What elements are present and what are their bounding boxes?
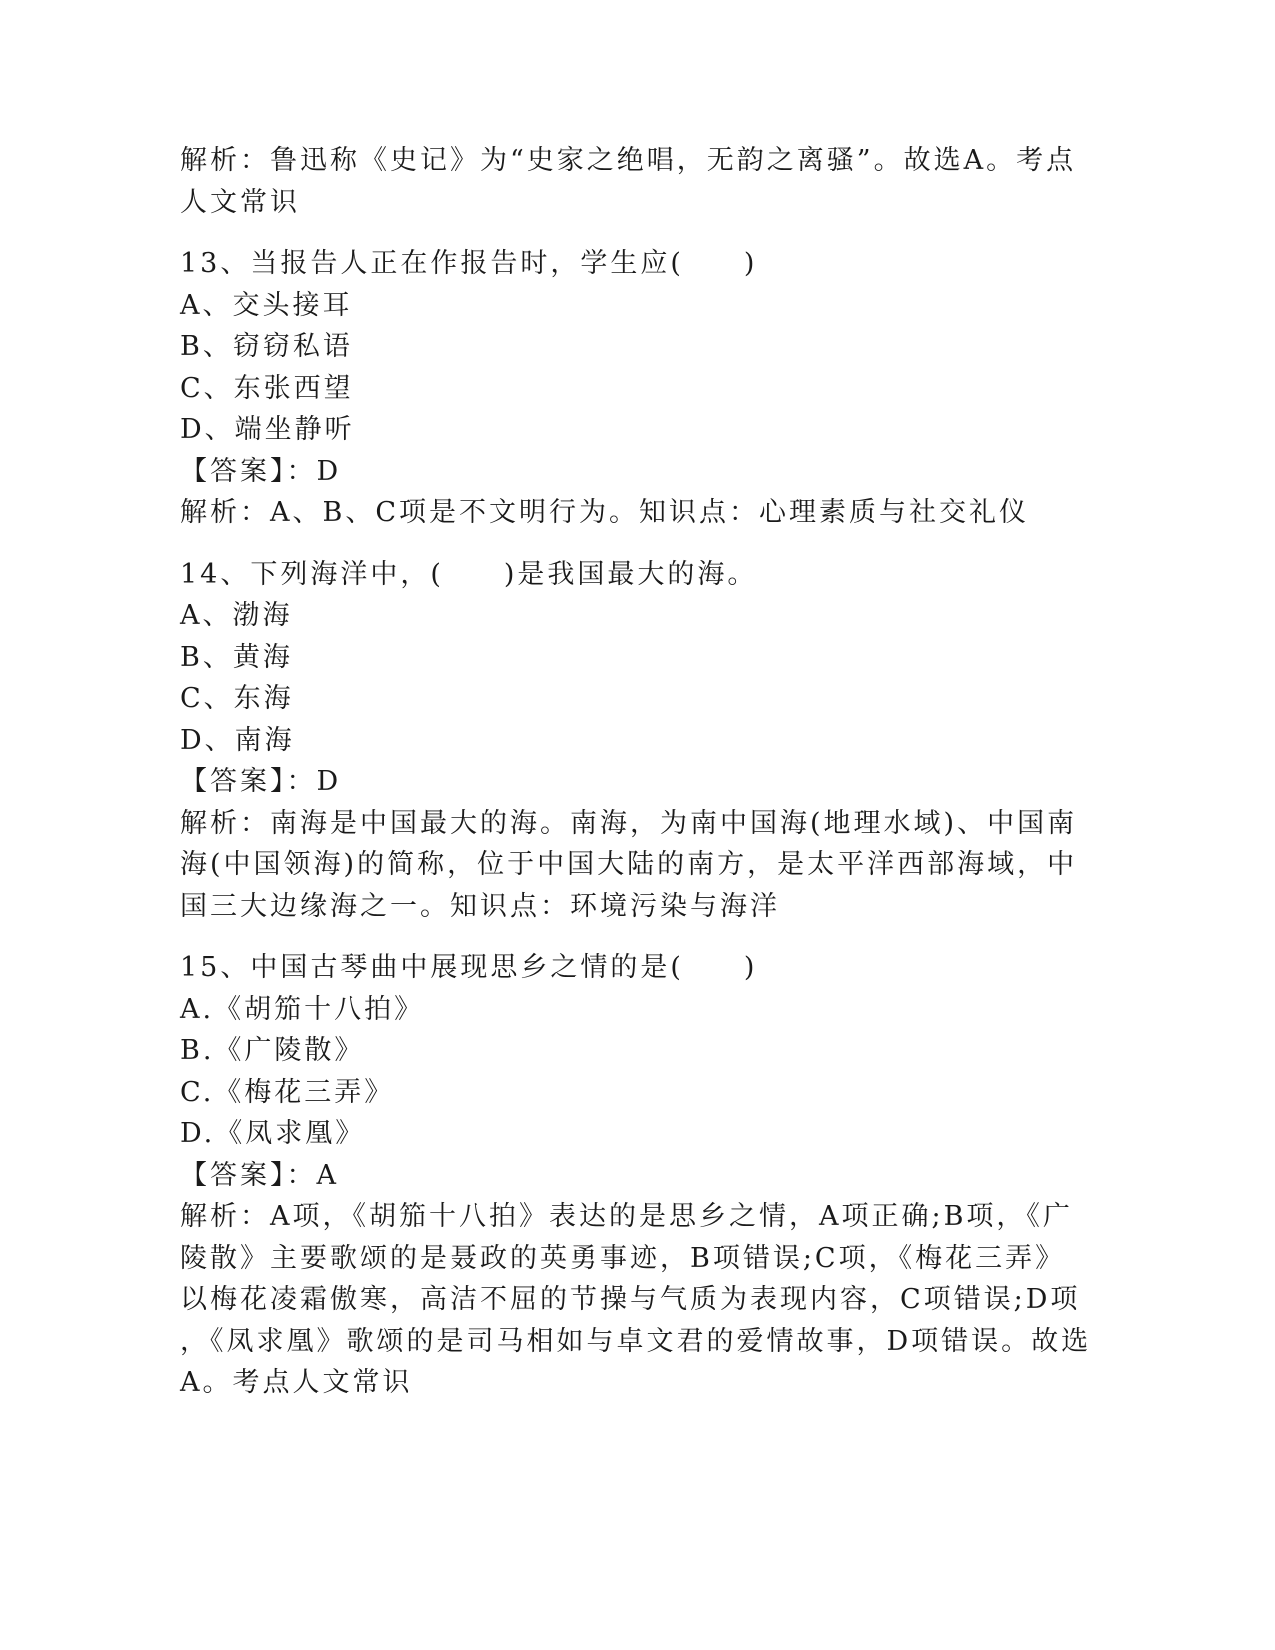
answer-line: 【答案】：D	[180, 455, 342, 487]
question-stem: 15、中国古琴曲中展现思乡之情的是( )	[180, 952, 758, 983]
prev-question-analysis	[180, 140, 1080, 223]
option-a: A、渤海	[180, 600, 293, 631]
answer-line: 【答案】：A	[180, 1159, 339, 1191]
analysis-line: 以梅花凌霜傲寒，高洁不屈的节操与气质为表现内容，C项错误;D项	[180, 1284, 1081, 1315]
option-c: C、东海	[180, 683, 294, 714]
option-a: A、交头接耳	[180, 289, 353, 321]
analysis-line: ，《凤求凰》歌颂的是司马相如与卓文君的爱情故事，D项错误。故选	[180, 1325, 1092, 1357]
analysis-line: 陵散》主要歌颂的是聂政的英勇事迹，B项错误;C项，《梅花三弄》	[180, 1242, 1066, 1274]
option-d: D、南海	[180, 724, 295, 756]
question-stem: 14、下列海洋中，( )是我国最大的海。	[180, 558, 758, 590]
analysis-line: 解析：A、B、C项是不文明行为。知识点：心理素质与社交礼仪	[180, 497, 1029, 528]
question-14	[180, 554, 1080, 928]
document-page	[180, 140, 1092, 1404]
analysis-line: 国三大边缘海之一。知识点：环境污染与海洋	[180, 890, 780, 922]
option-b: B.《广陵散》	[180, 1035, 365, 1066]
analysis-line: 解析：鲁迅称《史记》为“史家之绝唱，无韵之离骚”。故选A。考点	[180, 145, 1077, 176]
option-c: C、东张西望	[180, 372, 354, 404]
option-c: C.《梅花三弄》	[180, 1076, 395, 1108]
question-15	[180, 947, 1092, 1404]
analysis-line: A。考点人文常识	[180, 1367, 413, 1398]
analysis-line: 海(中国领海)的简称，位于中国大陆的南方，是太平洋西部海域，中	[180, 849, 1078, 880]
option-a: A.《胡笳十八拍》	[180, 993, 425, 1025]
analysis-line: 解析：南海是中国最大的海。南海，为南中国海(地理水域)、中国南	[180, 807, 1078, 839]
analysis-line: 人文常识	[180, 186, 300, 218]
question-stem: 13、当报告人正在作报告时，学生应( )	[180, 248, 758, 279]
question-13	[180, 243, 1080, 534]
option-b: B、窃窃私语	[180, 331, 353, 362]
analysis-line: 解析：A项，《胡笳十八拍》表达的是思乡之情，A项正确;B项，《广	[180, 1201, 1073, 1232]
answer-line: 【答案】：D	[180, 766, 342, 797]
option-b: B、黄海	[180, 641, 293, 673]
option-d: D.《凤求凰》	[180, 1118, 366, 1149]
option-d: D、端坐静听	[180, 414, 355, 445]
